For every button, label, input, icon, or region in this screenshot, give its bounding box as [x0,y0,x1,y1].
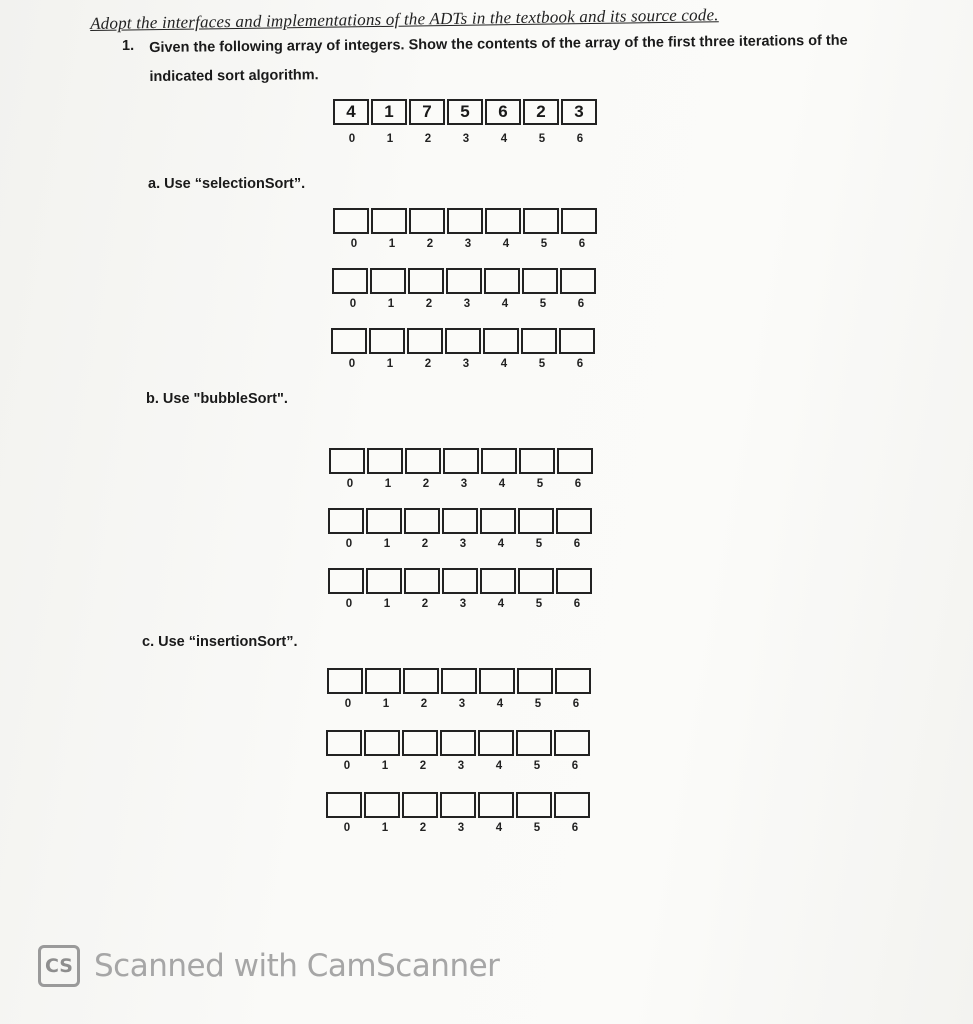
array-index: 4 [497,538,505,550]
empty-array-cell [478,730,514,756]
array-index: 6 [574,478,582,490]
array-index: 0 [348,358,356,370]
empty-array-cell [402,792,438,818]
array-index: 1 [381,822,389,834]
empty-array-cell [479,668,515,694]
answer-array-indices [330,598,596,610]
empty-array-cell [523,208,559,234]
empty-array-cell [522,268,558,294]
array-index: 3 [460,478,468,490]
empty-array-cell [516,792,552,818]
empty-array-cell [409,208,445,234]
array-index: 0 [349,298,357,310]
array-index: 0 [344,698,352,710]
array-index: 6 [576,358,584,370]
array-index: 0 [350,238,358,250]
array-index: 5 [538,358,546,370]
empty-array-cell [326,792,362,818]
array-index: 3 [459,598,467,610]
answer-array-c-3 [326,792,592,818]
empty-array-cell [371,208,407,234]
empty-array-cell [329,448,365,474]
empty-array-cell [517,668,553,694]
array-index: 0 [345,598,353,610]
empty-array-cell [442,508,478,534]
answer-array-indices [329,698,595,710]
part-c-label: c. Use “insertionSort”. [142,634,298,650]
array-index: 0 [343,822,351,834]
camscanner-logo-icon: CS [38,945,80,987]
empty-array-cell [333,208,369,234]
watermark-text: Scanned with CamScanner [94,948,500,984]
array-index: 6 [577,298,585,310]
array-index: 1 [386,133,394,145]
empty-array-cell [443,448,479,474]
answer-array-indices [335,238,601,250]
array-index: 4 [497,598,505,610]
array-index: 5 [535,538,543,550]
array-cell: 7 [409,99,445,125]
empty-array-cell [447,208,483,234]
array-index: 5 [533,822,541,834]
array-index: 6 [571,822,579,834]
part-a-label: a. Use “selectionSort”. [148,176,306,192]
empty-array-cell [485,208,521,234]
array-index: 3 [458,698,466,710]
answer-array-b-3 [328,568,594,594]
empty-array-cell [332,268,368,294]
empty-array-cell [331,328,367,354]
empty-array-cell [365,668,401,694]
empty-array-cell [328,508,364,534]
empty-array-cell [442,568,478,594]
array-index: 4 [496,698,504,710]
array-index: 1 [383,598,391,610]
array-index: 1 [384,478,392,490]
array-index: 4 [500,358,508,370]
array-index: 3 [457,822,465,834]
empty-array-cell [366,568,402,594]
empty-array-cell [556,568,592,594]
array-index: 1 [383,538,391,550]
empty-array-cell [480,508,516,534]
empty-array-cell [554,792,590,818]
array-index: 2 [421,598,429,610]
array-index: 6 [576,133,584,145]
array-index: 4 [502,238,510,250]
array-index: 4 [495,760,503,772]
empty-array-cell [519,448,555,474]
array-index: 1 [382,698,390,710]
array-index: 3 [464,238,472,250]
array-index: 0 [345,538,353,550]
array-index: 5 [536,478,544,490]
array-index: 1 [388,238,396,250]
answer-array-a-2 [332,268,598,294]
empty-array-cell [328,568,364,594]
empty-array-cell [521,328,557,354]
empty-array-cell [370,268,406,294]
question-number: 1. [122,38,135,54]
empty-array-cell [478,792,514,818]
array-index: 4 [498,478,506,490]
array-index: 2 [421,538,429,550]
answer-array-b-2 [328,508,594,534]
answer-array-a-3 [331,328,597,354]
array-cell: 3 [561,99,597,125]
array-index: 2 [424,358,432,370]
array-index: 6 [572,698,580,710]
empty-array-cell [518,508,554,534]
given-array [333,99,599,125]
empty-array-cell [559,328,595,354]
answer-array-indices [334,298,600,310]
array-index: 2 [419,760,427,772]
array-index: 1 [386,358,394,370]
answer-array-indices [328,760,594,772]
page-heading: Adopt the interfaces and implementations of the ADTs in the textbook and its source code. [90,5,719,33]
array-cell: 2 [523,99,559,125]
array-index: 2 [426,238,434,250]
array-index: 6 [571,760,579,772]
array-index: 3 [462,133,470,145]
empty-array-cell [369,328,405,354]
empty-array-cell [367,448,403,474]
array-index: 4 [495,822,503,834]
array-index: 5 [533,760,541,772]
empty-array-cell [557,448,593,474]
answer-array-c-2 [326,730,592,756]
array-index: 1 [381,760,389,772]
empty-array-cell [446,268,482,294]
answer-array-indices [328,822,594,834]
array-index: 5 [540,238,548,250]
array-index: 2 [425,298,433,310]
answer-array-indices [333,358,599,370]
array-index: 0 [348,133,356,145]
array-index: 4 [500,133,508,145]
array-index: 2 [424,133,432,145]
empty-array-cell [405,448,441,474]
question-text: Given the following array of integers. Show the contents of the array of the first three iterations of the indicated sort algorithm. [149,32,848,85]
empty-array-cell [364,792,400,818]
empty-array-cell [556,508,592,534]
part-b-label: b. Use "bubbleSort". [146,391,288,407]
empty-array-cell [561,208,597,234]
array-index: 5 [539,298,547,310]
empty-array-cell [364,730,400,756]
empty-array-cell [404,568,440,594]
array-index: 2 [419,822,427,834]
array-index: 3 [457,760,465,772]
empty-array-cell [440,792,476,818]
empty-array-cell [408,268,444,294]
array-index: 3 [459,538,467,550]
answer-array-c-1 [327,668,593,694]
empty-array-cell [403,668,439,694]
array-index: 3 [462,358,470,370]
empty-array-cell [404,508,440,534]
empty-array-cell [516,730,552,756]
array-index: 2 [422,478,430,490]
array-index: 5 [534,698,542,710]
empty-array-cell [480,568,516,594]
empty-array-cell [445,328,481,354]
array-cell: 4 [333,99,369,125]
given-array-indices [333,133,599,145]
empty-array-cell [554,730,590,756]
empty-array-cell [402,730,438,756]
array-index: 4 [501,298,509,310]
array-cell: 5 [447,99,483,125]
empty-array-cell [407,328,443,354]
empty-array-cell [483,328,519,354]
array-cell: 6 [485,99,521,125]
empty-array-cell [560,268,596,294]
empty-array-cell [440,730,476,756]
array-index: 3 [463,298,471,310]
empty-array-cell [481,448,517,474]
empty-array-cell [484,268,520,294]
array-cell: 1 [371,99,407,125]
answer-array-a-1 [333,208,599,234]
empty-array-cell [518,568,554,594]
answer-array-b-1 [329,448,595,474]
array-index: 6 [573,538,581,550]
empty-array-cell [327,668,363,694]
array-index: 0 [346,478,354,490]
empty-array-cell [555,668,591,694]
answer-array-indices [330,538,596,550]
array-index: 5 [538,133,546,145]
array-index: 2 [420,698,428,710]
array-index: 5 [535,598,543,610]
empty-array-cell [441,668,477,694]
array-index: 1 [387,298,395,310]
array-index: 6 [573,598,581,610]
empty-array-cell [326,730,362,756]
empty-array-cell [366,508,402,534]
array-index: 0 [343,760,351,772]
camscanner-watermark [38,945,499,987]
array-index: 6 [578,238,586,250]
answer-array-indices [331,478,597,490]
